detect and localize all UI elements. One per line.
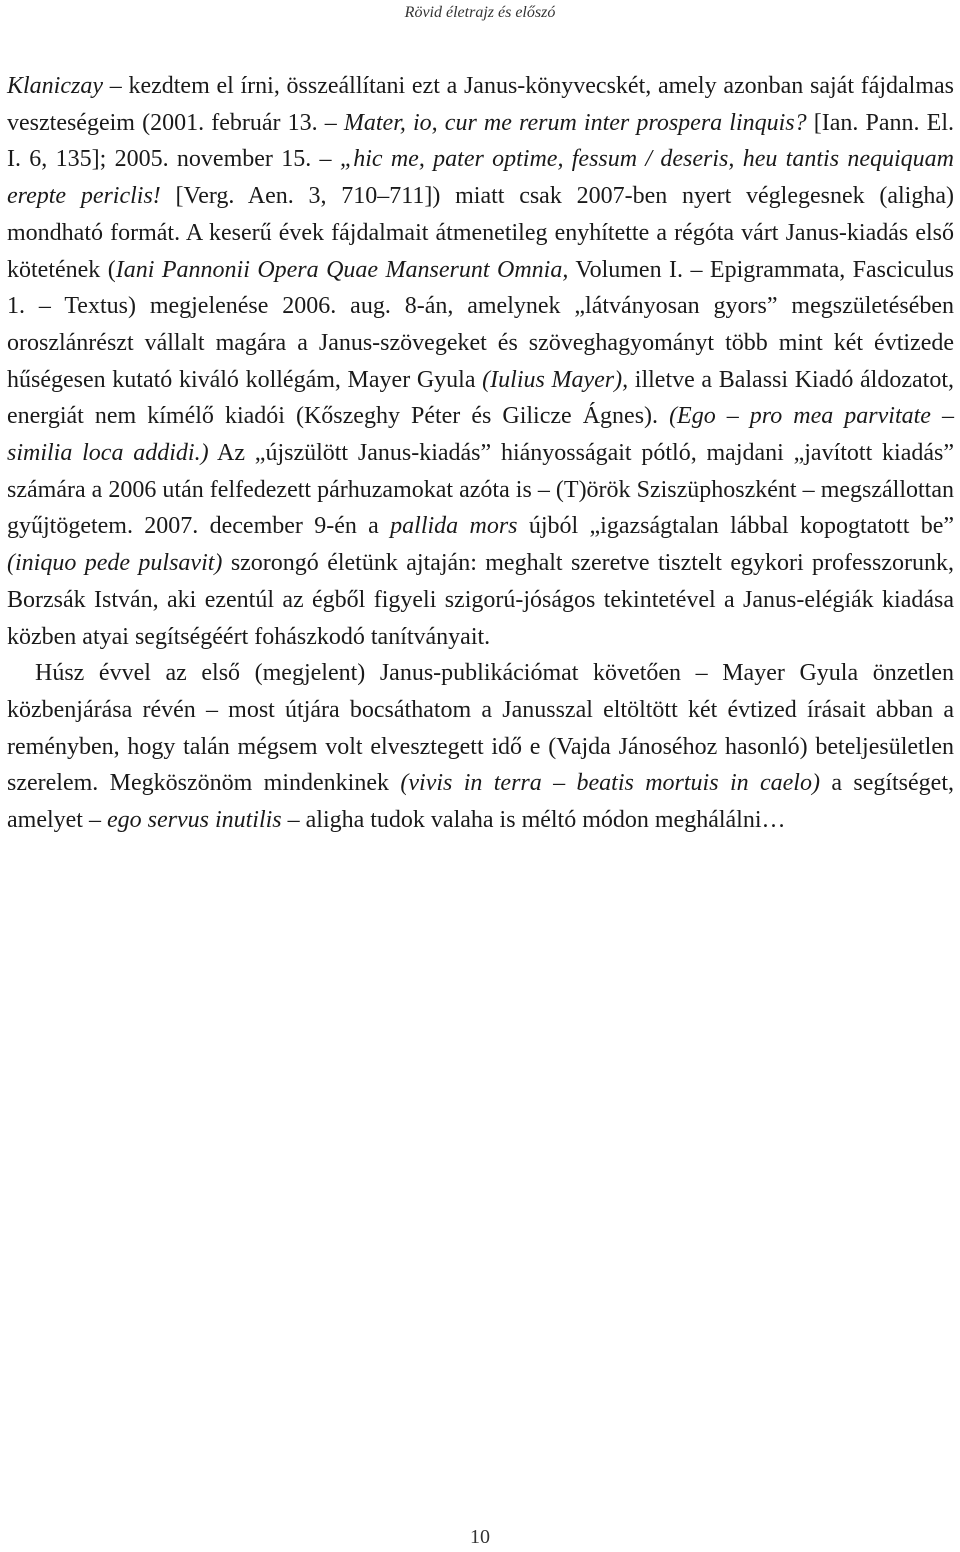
text-segment: a segítséget, amelyet – — [7, 770, 954, 834]
running-head: Rövid életrajz és előszó — [404, 4, 556, 21]
text-segment-italic: (Ego – pro mea parvitate – similia loca addidi.) — [7, 403, 954, 467]
text-segment-italic: (vivis in terra – beatis mortuis in caelo) — [400, 770, 820, 797]
paragraph — [7, 655, 954, 839]
text-segment-italic: (iniquo pede pulsavit) — [7, 550, 223, 577]
text-segment-italic: Mater, io, cur me rerum inter prospera linquis? — [343, 109, 807, 136]
text-segment: illetve a Balassi Kiadó áldozatot, energiát nem kímélő kiadói (Kőszeghy Péter és Gilicze Ágnes). — [7, 366, 954, 430]
text-segment: Húsz évvel az első (megjelent) Janus-publikációmat követően – Mayer Gyula önzetlen közbenjárása révén – most útjára bocsáthatom a Janusszal eltöltött két évtized írásait abban a reményben, hogy talán mégsem volt elvesztegett idő e (Vajda Jánoséhoz hasonló) beteljesületlen szerelem. Megköszönöm mindenkinek — [7, 660, 954, 797]
paragraph — [7, 68, 954, 655]
text-segment: szorongó életünk ajtaján: meghalt szeretve tisztelt egykori professzorunk, Borzsák István, aki ezentúl az égből figyeli szigorú-jóságos tekintetével a Janus-elégiák kiadása közben atyai segítségéért fohászkodó tanítványait. — [7, 550, 955, 650]
text-segment: [Ian. Pann. El. I. 6, 135]; 2005. november 15. – — [7, 109, 955, 173]
text-segment: [Verg. Aen. 3, 710–711]) miatt csak 2007-ben nyert véglegesnek (aligha) mondható formát. A keserű évek fájdalmait átmenetileg enyhítette a régóta várt Janus-kiadás első kötetének ( — [7, 183, 954, 283]
text-segment-italic: pallida mors — [390, 513, 518, 540]
text-segment: – kezdtem el írni, összeállítani ezt a Janus-könyvecskét, amely azonban saját fájdalmas veszteségeim (2001. február 13. – — [7, 73, 954, 136]
body-text — [7, 68, 954, 839]
text-segment-italic: (Iulius Mayer), — [482, 366, 629, 393]
text-segment-italic: Klaniczay — [7, 73, 103, 99]
text-segment: – aligha tudok valaha is méltó módon meghálálni… — [281, 807, 786, 834]
text-segment: Volumen I. – Epigrammata, Fasciculus 1. – Textus) megjelenése 2006. aug. 8-án, amelynek „látványosan gyors” megszületésében oroszlánrészt vállalt magára a Janus-szövegeket és szöveghagyományt több mint két évtizede hűségesen kutató kiváló kollégám, Mayer Gyula — [7, 256, 954, 393]
text-segment-italic: „hic me, pater optime, fessum / deseris, heu tantis nequiquam erepte periclis! — [7, 146, 954, 210]
page-number: 10 — [470, 1526, 490, 1548]
text-segment: újból „igazságtalan lábbal kopogtatott be” — [517, 513, 954, 540]
text-segment-italic: ego servus inutilis — [106, 807, 282, 834]
text-segment-italic: Iani Pannonii Opera Quae Manserunt Omnia, — [115, 256, 569, 283]
text-segment: Az „újszülött Janus-kiadás” hiányosságait pótló, majdani „javított kiadás” számára a 2006 után felfedezett párhuzamokat azóta is – (T)örök Sziszüphoszként – megszállottan gyűjtögetem. 2007. december 9-én a — [7, 440, 954, 540]
